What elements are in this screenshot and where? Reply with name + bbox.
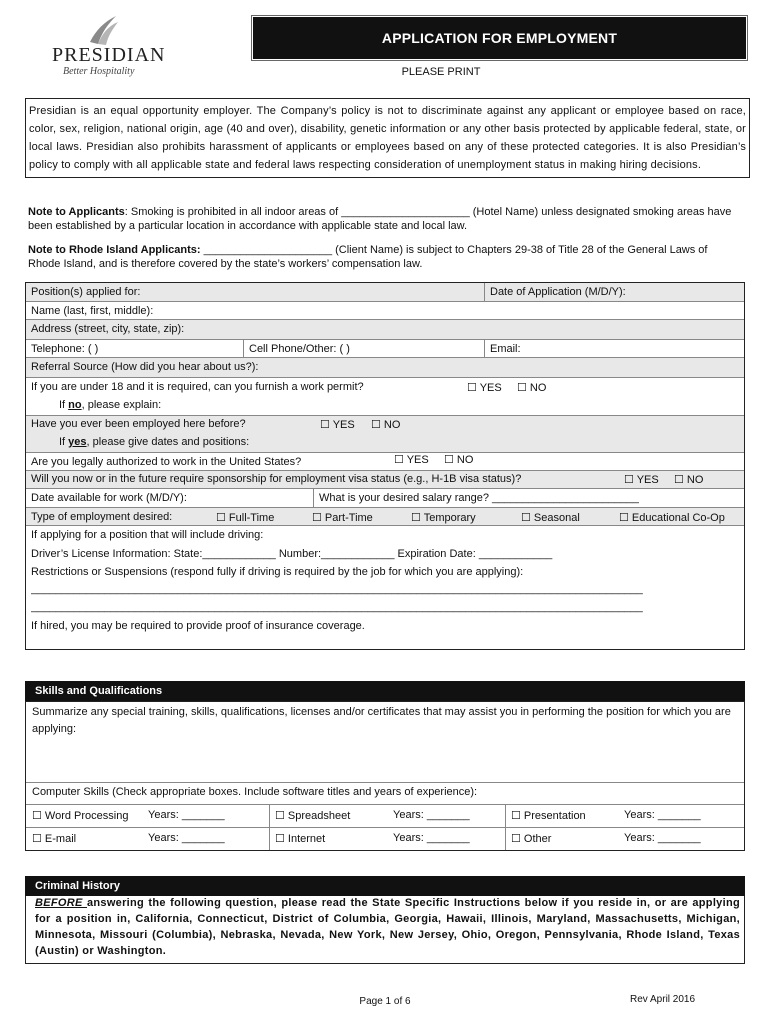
if-yes-dates-label[interactable] xyxy=(59,436,249,448)
work-permit-yes-checkbox[interactable]: ☐ YES xyxy=(467,382,502,394)
employed-before-question: Have you ever been employed here before? xyxy=(31,418,246,430)
type-part-time-checkbox[interactable]: ☐ Part-Time xyxy=(312,512,373,524)
if-yes-prefix: If xyxy=(59,436,69,448)
date-of-application-field[interactable]: Date of Application (M/D/Y): xyxy=(484,283,746,301)
revision-date: Rev April 2016 xyxy=(630,994,696,1005)
logo-tagline: Better Hospitality xyxy=(63,66,135,77)
skill-presentation-checkbox[interactable]: ☐ Presentation xyxy=(511,810,586,822)
employed-before-yes-checkbox[interactable]: ☐ YES xyxy=(320,419,355,431)
computer-skills-label: Computer Skills (Check appropriate boxes. Include software titles and years of experience): xyxy=(32,786,478,798)
date-available-field[interactable]: Date available for work (M/D/Y): xyxy=(31,492,187,504)
restrictions-line-1[interactable]: ____________________________________________________________________________________________________ xyxy=(31,583,643,595)
skills-summary-prompt[interactable]: Summarize any special training, skills, qualifications, licenses and/or certificates that may assist you in performing the position for which you are applying: xyxy=(32,706,731,735)
sponsorship-no-checkbox[interactable]: ☐ NO xyxy=(674,474,704,486)
if-no-suffix: , please explain: xyxy=(81,399,162,411)
if-no-prefix: If xyxy=(59,399,69,411)
type-temporary-checkbox[interactable]: ☐ Temporary xyxy=(411,512,476,524)
note-ri-label: Note to Rhode Island Applicants: xyxy=(28,244,201,256)
referral-source-field[interactable]: Referral Source (How did you hear about us?): xyxy=(31,361,259,373)
note-to-rhode-island xyxy=(28,243,742,271)
work-permit-no-checkbox[interactable]: ☐ NO xyxy=(517,382,547,394)
employment-type-label: Type of employment desired: xyxy=(31,511,173,523)
if-yes-suffix: , please give dates and positions: xyxy=(86,436,250,448)
skill-word-processing-years[interactable]: Years: _______ xyxy=(148,809,225,821)
page-title: APPLICATION FOR EMPLOYMENT xyxy=(251,15,748,61)
sponsorship-yes-checkbox[interactable]: ☐ YES xyxy=(624,474,659,486)
sponsorship-question: Will you now or in the future require sponsorship for employment visa status (e.g., H-1B visa status)? xyxy=(31,473,522,485)
restrictions-line-2[interactable]: ____________________________________________________________________________________________________ xyxy=(31,601,643,613)
skills-heading: Skills and Qualifications xyxy=(25,681,745,701)
skill-presentation-years[interactable]: Years: _______ xyxy=(624,809,701,821)
skill-spreadsheet-checkbox[interactable]: ☐ Spreadsheet xyxy=(275,810,351,822)
position-field[interactable]: Position(s) applied for: xyxy=(31,286,141,298)
skill-spreadsheet-years[interactable]: Years: _______ xyxy=(393,809,470,821)
logo-name: PRESIDIAN xyxy=(52,44,166,66)
if-yes-word: yes xyxy=(68,436,87,448)
criminal-history-heading: Criminal History xyxy=(25,876,745,896)
applicant-info-form xyxy=(25,282,745,650)
note-ri-text: _____________________ (Client Name) is subject to Chapters 29-38 of Title 28 of the General Laws of Rhode Island, and is therefore covered by the state’s workers’ compensation law. xyxy=(28,244,708,270)
eeo-statement: Presidian is an equal opportunity employer. The Company’s policy is not to discriminate against any applicant or employee based on race, color, sex, religion, national origin, age (40 and over), disability, genetic information or any other basis protected by applicable federal, state, or local laws. Presidian also prohibits harassment of applicants or employees based on any of these protected categories. It is also Presidian’s policy to comply with all applicable state and federal laws respecting consideration of unemployment status in making hiring decisions. xyxy=(25,98,750,178)
criminal-history-text: answering the following question, please read the State Specific Instructions below if you reside in, or are applying for a position in, California, Connecticut, District of Columbia, Georgia, Hawaii, Illinois, Maryland, Massachusetts, Michigan, Minnesota, Missouri (Columbia), Nebraska, Nevada, New York, New Jersey, Ohio, Oregon, Pennsylvania, Rhode Island, Texas (Austin) or Washington. xyxy=(35,897,740,957)
restrictions-label: Restrictions or Suspensions (respond fully if driving is required by the job for which you are applying): xyxy=(31,566,524,578)
if-no-word: no xyxy=(68,399,82,411)
email-field[interactable]: Email: xyxy=(484,340,746,358)
address-field[interactable]: Address (street, city, state, zip): xyxy=(31,323,185,335)
skill-internet-years[interactable]: Years: _______ xyxy=(393,832,470,844)
name-field[interactable]: Name (last, first, middle): xyxy=(31,305,154,317)
skill-word-processing-checkbox[interactable]: ☐ Word Processing xyxy=(32,810,129,822)
page-number: Page 1 of 6 xyxy=(359,996,411,1007)
if-no-explain-label[interactable] xyxy=(59,399,161,411)
authorized-yes-checkbox[interactable]: ☐ YES xyxy=(394,454,429,466)
note-to-applicants xyxy=(28,205,742,233)
cell-phone-field[interactable]: Cell Phone/Other: ( ) xyxy=(243,340,484,358)
criminal-history-instructions xyxy=(35,895,740,959)
skill-email-years[interactable]: Years: _______ xyxy=(148,832,225,844)
skills-section xyxy=(25,701,745,851)
skill-other-checkbox[interactable]: ☐ Other xyxy=(511,833,552,845)
note-applicants-label: Note to Applicants xyxy=(28,206,125,218)
telephone-field[interactable]: Telephone: ( ) xyxy=(31,343,99,355)
type-full-time-checkbox[interactable]: ☐ Full-Time xyxy=(216,512,275,524)
type-educational-coop-checkbox[interactable]: ☐ Educational Co-Op xyxy=(619,512,725,524)
please-print-note: PLEASE PRINT xyxy=(401,66,481,78)
skill-email-checkbox[interactable]: ☐ E-mail xyxy=(32,833,77,845)
insurance-note: If hired, you may be required to provide proof of insurance coverage. xyxy=(31,620,365,632)
authorized-no-checkbox[interactable]: ☐ NO xyxy=(444,454,474,466)
before-emphasis: BEFORE xyxy=(35,897,87,909)
presidian-logo-icon xyxy=(86,14,120,46)
drivers-license-info-field[interactable]: Driver’s License Information: State:____________ Number:____________ Expiration Date: ____________ xyxy=(31,548,553,560)
salary-range-field[interactable]: What is your desired salary range? ________________________ xyxy=(313,489,746,508)
authorized-question: Are you legally authorized to work in the United States? xyxy=(31,456,302,468)
driving-intro: If applying for a position that will include driving: xyxy=(31,529,264,541)
employed-before-no-checkbox[interactable]: ☐ NO xyxy=(371,419,401,431)
skill-other-years[interactable]: Years: _______ xyxy=(624,832,701,844)
type-seasonal-checkbox[interactable]: ☐ Seasonal xyxy=(521,512,580,524)
skill-internet-checkbox[interactable]: ☐ Internet xyxy=(275,833,326,845)
work-permit-question: If you are under 18 and it is required, can you furnish a work permit? xyxy=(31,381,364,393)
note-applicants-text: : Smoking is prohibited in all indoor areas of _____________________ (Hotel Name) unless designated smoking areas have been established by a particular location in accordance with applicable state and local law. xyxy=(28,206,732,232)
